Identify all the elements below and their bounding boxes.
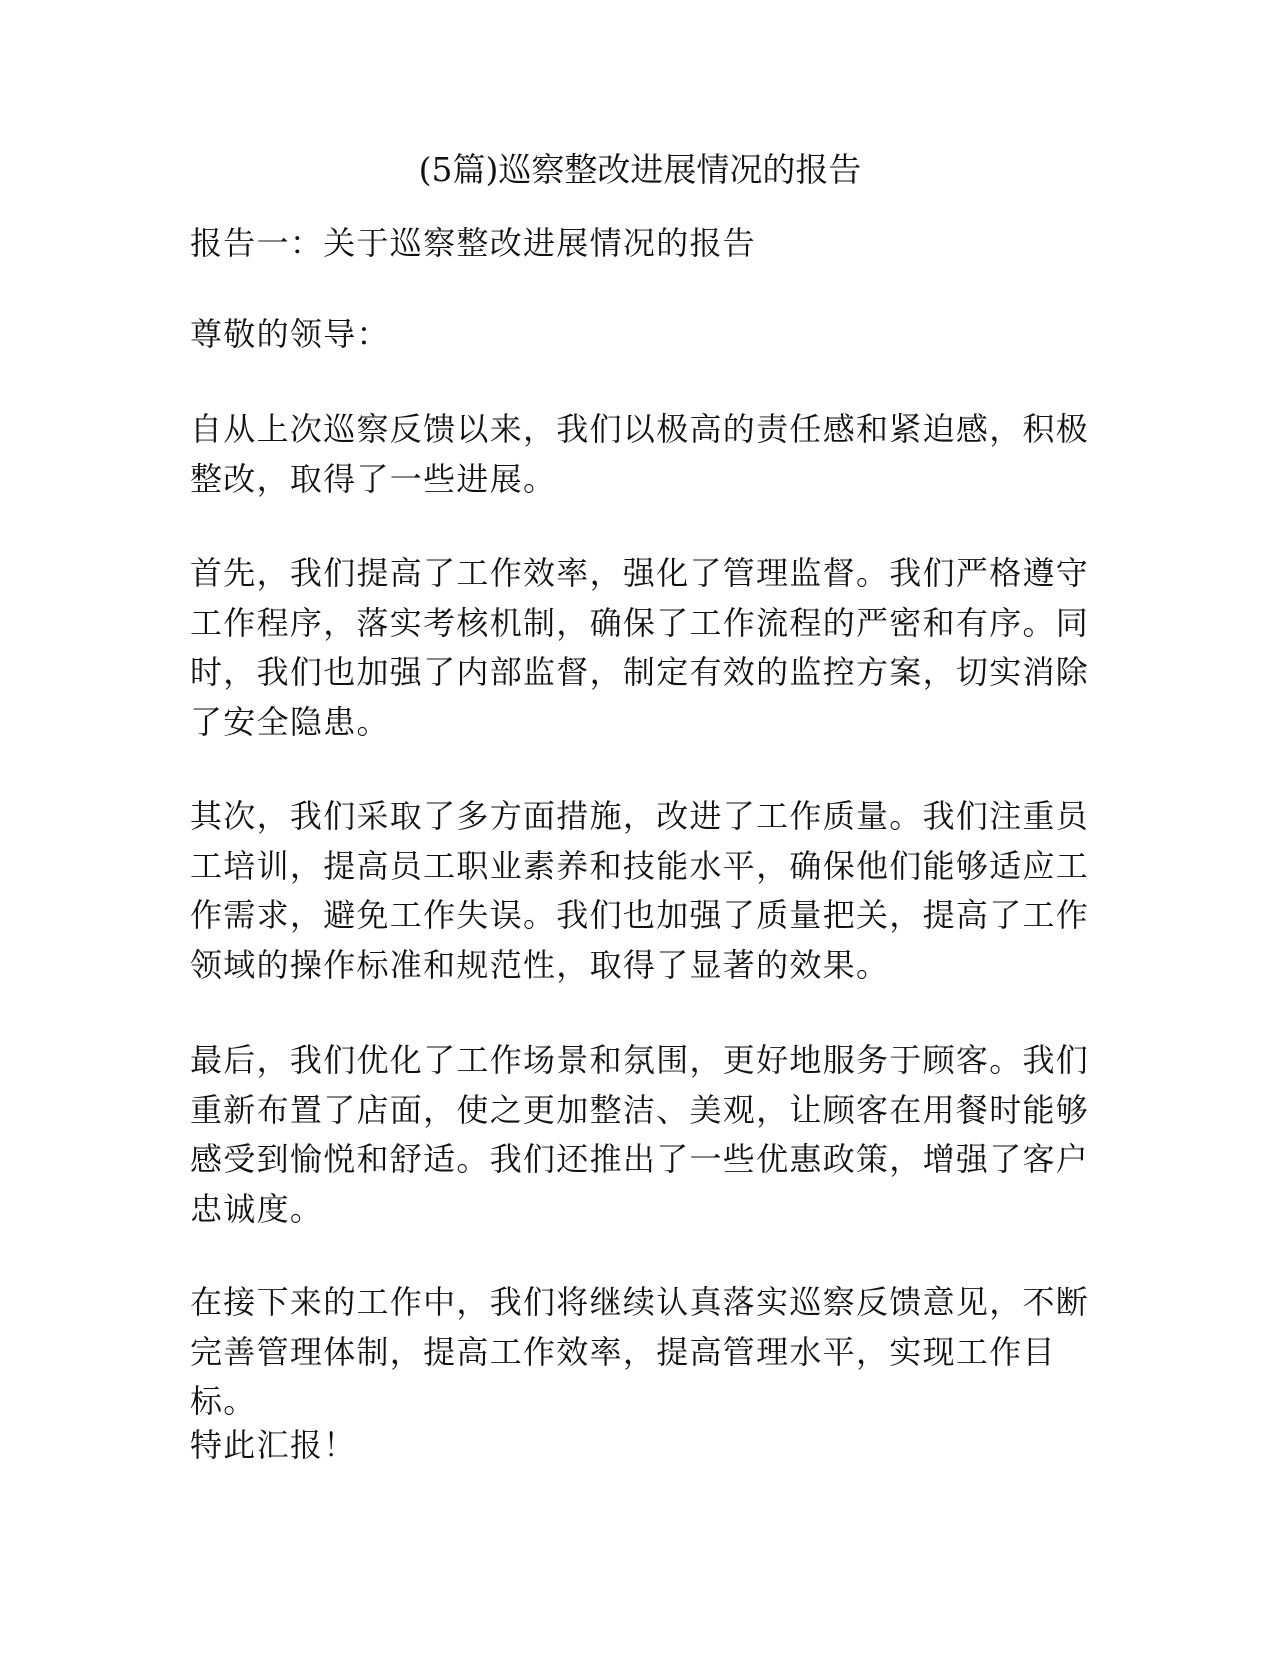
paragraph-intro: 自从上次巡察反馈以来，我们以极高的责任感和紧迫感，积极 整改，取得了一些进展。 (190, 410, 1090, 498)
paragraph-first: 首先，我们提高了工作效率，强化了管理监督。我们严格遵守 工作程序，落实考核机制，确保了工作流程的严密和有序。同 时，我们也加强了内部监督，制定有效的监控方案，切实消除 了安全隐患。 (190, 554, 1090, 741)
closing-line: 特此汇报！ (190, 1426, 357, 1464)
document-title: (5篇)巡察整改进展情况的报告 (418, 150, 862, 189)
report-subtitle: 报告一：关于巡察整改进展情况的报告 (190, 224, 757, 262)
salutation: 尊敬的领导： (190, 315, 390, 353)
paragraph-second: 其次，我们采取了多方面措施，改进了工作质量。我们注重员 工培训，提高员工职业素养和技能水平，确保他们能够适应工 作需求，避免工作失误。我们也加强了质量把关，提高了工作 领域的操作标准和规范性，取得了显著的效果。 (190, 797, 1090, 984)
paragraph-last: 最后，我们优化了工作场景和氛围，更好地服务于顾客。我们 重新布置了店面，使之更加整洁、美观，让顾客在用餐时能够 感受到愉悦和舒适。我们还推出了一些优惠政策，增强了客户 忠诚度。 (190, 1041, 1090, 1228)
paragraph-next: 在接下来的工作中，我们将继续认真落实巡察反馈意见，不断 完善管理体制，提高工作效率，提高管理水平，实现工作目标。 (190, 1283, 1090, 1420)
